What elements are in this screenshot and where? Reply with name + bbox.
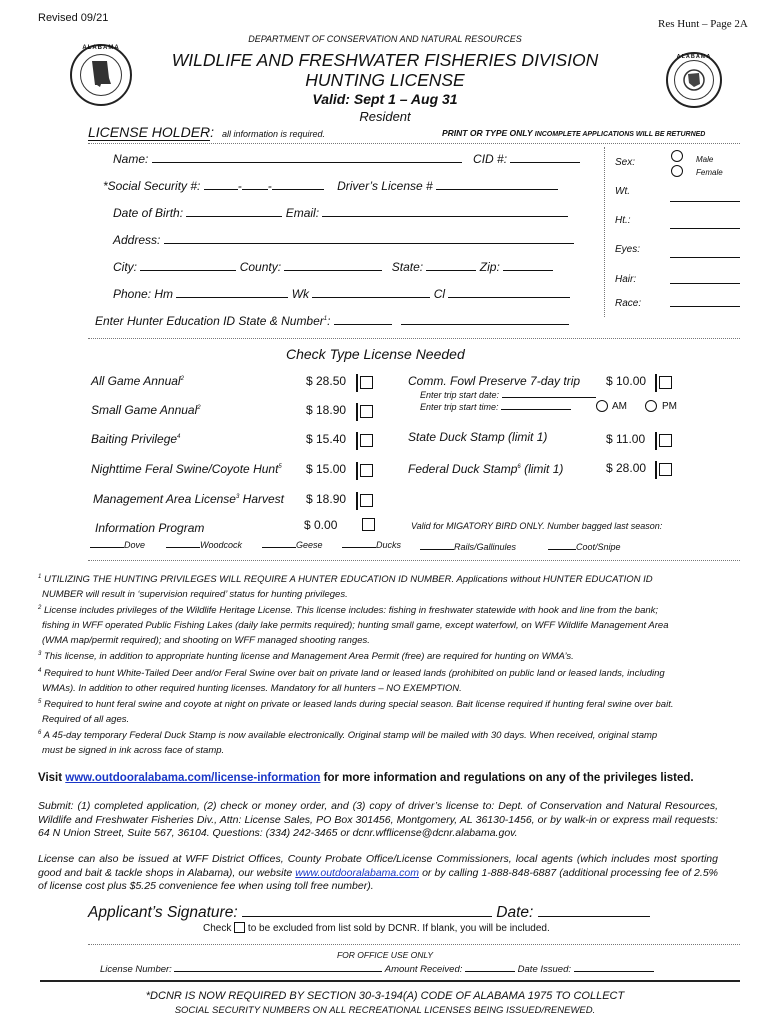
rails-label: Rails/Gallinules (454, 542, 517, 552)
phone-home-label: Phone: Hm (113, 287, 174, 301)
hunter-ed-number-field[interactable] (401, 324, 569, 325)
footnote-line: A 45-day temporary Federal Duck Stamp is now available electronically. Original stamp will be mailed with 30 days. When received, original stamp (43, 730, 658, 742)
license-federal-duck (408, 462, 563, 476)
footnote-number: 5 (38, 699, 42, 705)
sex-label: Sex: (615, 157, 636, 168)
office-license-number-label: License Number: (100, 964, 172, 975)
city-row (113, 260, 553, 274)
opt-out-row (203, 922, 550, 934)
ssn-row: *Social Security #: - - Driver’s License # (103, 179, 558, 193)
weight-label: Wt. (615, 186, 630, 197)
office-date-issued-label: Date Issued: (517, 964, 571, 975)
bird-geese (262, 540, 323, 550)
hunter-ed-label: Enter Hunter Education ID State & Number (95, 314, 324, 328)
male-radio[interactable] (671, 150, 683, 162)
hair-label: Hair: (615, 274, 637, 285)
office-use-row (100, 964, 654, 975)
footnote-ref: 4 (177, 434, 181, 440)
footnote-number: 6 (38, 730, 42, 736)
license-holder-title: LICENSE HOLDER (88, 124, 211, 140)
office-amount-field[interactable] (465, 971, 515, 972)
pm-radio[interactable] (645, 400, 657, 412)
cid-field[interactable] (510, 162, 580, 163)
name-label: Name: (113, 152, 149, 166)
left-seal-text: ALABAMA (82, 45, 120, 51)
county-label: County: (239, 260, 282, 274)
checkbox-federal-duck[interactable] (655, 461, 674, 479)
ssn-field-1[interactable] (204, 189, 238, 190)
right-seal-text: ALABAMA (676, 54, 712, 60)
license-info-link[interactable]: www.outdooralabama.com/license-information (65, 772, 321, 784)
footnote-6 (38, 726, 657, 758)
license-comm-fowl: Comm. Fowl Preserve 7-day trip (408, 374, 581, 388)
dob-label: Date of Birth: (113, 206, 184, 220)
bird-woodcock (166, 540, 242, 550)
section-divider (88, 338, 740, 339)
footnote-5 (38, 695, 673, 727)
female-label: Female (696, 168, 723, 177)
price-all-game: $ 28.50 (306, 374, 347, 388)
ssn-notice-line-1: *DCNR IS NOW REQUIRED BY SECTION 30-3-194(A) CODE OF ALABAMA 1975 TO COLLECT (145, 990, 625, 1002)
opt-out-text: to be excluded from list sold by DCNR. If blank, you will be included. (247, 923, 550, 934)
race-label: Race: (615, 298, 642, 309)
page-title: HUNTING LICENSE (305, 70, 465, 90)
license-feral-swine (91, 462, 282, 476)
license-management-area-harvest: Harvest (239, 492, 285, 506)
issue-info (38, 853, 718, 894)
footnote-number: 4 (38, 668, 42, 674)
female-radio[interactable] (671, 165, 683, 177)
woodcock-count-field[interactable] (166, 547, 200, 548)
woodcock-label: Woodcock (200, 540, 243, 550)
dove-label: Dove (124, 540, 146, 550)
footnote-ref: 2 (197, 405, 201, 411)
cid-label: CID #: (473, 152, 508, 166)
geese-count-field[interactable] (262, 547, 296, 548)
checkbox-management-area[interactable] (356, 492, 375, 510)
license-holder-heading (88, 124, 325, 141)
phone-work-label: Wk (291, 287, 310, 301)
license-small-game-label: Small Game Annual (91, 403, 198, 417)
bird-rails (420, 542, 516, 552)
visit-line (38, 772, 694, 784)
zip-field[interactable] (503, 270, 553, 271)
address-row (113, 233, 574, 247)
price-information-program: $ 0.00 (304, 518, 338, 532)
checkbox-comm-fowl[interactable] (655, 374, 674, 392)
issue-text-end: or by calling 1-888-848-6887 (additional processing fee of 2.5% of license cost plus $5.25 convenience fee when using toll free number). (38, 866, 718, 893)
license-federal-duck-limit: (limit 1) (520, 462, 564, 476)
checkbox-information-program[interactable] (362, 518, 375, 531)
footnote-line: Required to hunt White-Tailed Deer and/or Feral Swine over bait on private land or leased lands (prohibited on public land or leased lands, including (43, 668, 665, 680)
dob-row (113, 206, 568, 220)
pm-label: PM (662, 401, 677, 412)
issue-text: License can also be issued at WFF District Offices, County Probate Office/License Commissioners, local agents (which includes most sporting good and bait & tackle shops in Alabama), our website (38, 853, 718, 879)
office-amount-label: Amount Received: (384, 964, 463, 975)
office-date-issued-field[interactable] (574, 971, 654, 972)
weight-field[interactable] (670, 201, 740, 202)
price-baiting: $ 15.40 (306, 432, 347, 446)
state-field[interactable] (426, 270, 476, 271)
office-license-number-field[interactable] (174, 971, 382, 972)
ssn-field-2[interactable] (242, 189, 268, 190)
coot-label: Coot/Snipe (576, 542, 621, 552)
signature-field[interactable] (242, 916, 492, 917)
price-management-area: $ 18.90 (306, 492, 347, 506)
bird-coot (548, 542, 621, 552)
am-label: AM (612, 401, 627, 412)
footnote-line: UTILIZING THE HUNTING PRIVILEGES WILL REQUIRE A HUNTER EDUCATION ID NUMBER. Applications without HUNTER EDUCATION ID (43, 574, 653, 586)
footnote-line: License includes privileges of the Wildlife Heritage License. This license includes: fishing in freshwater statewide with hook and line from the bank; (43, 605, 659, 617)
footnote-number: 1 (38, 574, 42, 580)
phone-row (113, 287, 570, 301)
office-use-heading: FOR OFFICE USE ONLY (336, 950, 434, 960)
drivers-license-field[interactable] (436, 189, 558, 190)
license-management-area-label: Management Area License (93, 492, 236, 506)
bird-dove (90, 540, 145, 550)
incomplete-note: INCOMPLETE APPLICATIONS WILL BE RETURNED (534, 131, 706, 138)
signature-date-field[interactable] (538, 916, 650, 917)
trip-start-date-row (420, 390, 596, 400)
trip-start-time-field[interactable] (501, 409, 571, 410)
office-divider (88, 944, 740, 945)
height-label: Ht.: (615, 215, 631, 226)
trip-start-date-field[interactable] (502, 397, 596, 398)
phone-home-field[interactable] (176, 297, 288, 298)
sidebar-divider (604, 147, 605, 317)
footnote-ref: 2 (180, 376, 184, 382)
print-only-label: PRINT OR TYPE ONLY (442, 128, 533, 138)
footnotes-divider (88, 560, 740, 561)
price-comm-fowl: $ 10.00 (606, 374, 647, 388)
footnote-4 (38, 664, 665, 696)
hunter-ed-state-field[interactable] (334, 324, 392, 325)
email-label: Email: (285, 206, 320, 220)
eyes-label: Eyes: (615, 244, 641, 255)
footnote-3 (38, 647, 574, 664)
bird-ducks (342, 540, 401, 550)
required-note: all information is required. (221, 129, 325, 139)
checkbox-state-duck[interactable] (655, 432, 674, 450)
license-management-area (93, 492, 284, 506)
license-feral-swine-label: Nighttime Feral Swine/Coyote Hunt (91, 462, 279, 476)
opt-out-checkbox[interactable] (234, 922, 245, 933)
ducks-label: Ducks (376, 540, 402, 550)
footnote-line: Required of all ages. (42, 714, 130, 726)
price-state-duck: $ 11.00 (606, 432, 646, 446)
license-small-game (91, 403, 201, 417)
migratory-note: Valid for MIGATORY BIRD ONLY. Number bagged last season: (411, 521, 663, 531)
opt-out-label: Check (203, 923, 232, 934)
visit-suffix: for more information and regulations on any of the privileges listed. (320, 772, 694, 784)
phone-work-field[interactable] (312, 297, 430, 298)
phone-cell-label: Cl (433, 287, 446, 301)
license-baiting (91, 432, 180, 446)
county-field[interactable] (284, 270, 382, 271)
license-all-game (91, 374, 184, 388)
footnote-ref: 3 (235, 494, 240, 500)
checkbox-small-game[interactable] (356, 403, 375, 421)
am-radio[interactable] (596, 400, 608, 412)
name-row (113, 152, 580, 166)
drivers-license-label: Driver’s License # (337, 179, 433, 193)
zip-label: Zip: (479, 260, 500, 274)
signature-label: Applicant’s Signature: (88, 904, 238, 921)
license-federal-duck-label: Federal Duck Stamp (408, 462, 518, 476)
ssn-notice-line-2: SOCIAL SECURITY NUMBERS ON ALL RECREATIONAL LICENSES BEING ISSUED/RENEWED. (174, 1005, 596, 1016)
license-holder-colon: : (210, 124, 215, 140)
email-field[interactable] (322, 216, 568, 217)
visit-prefix: Visit (38, 772, 66, 784)
license-type-heading: Check Type License Needed (286, 346, 465, 362)
checkbox-all-game[interactable] (356, 374, 375, 392)
signature-date-label: Date: (496, 904, 534, 921)
page-reference: Res Hunt – Page 2A (658, 18, 748, 30)
ducks-count-field[interactable] (342, 547, 376, 548)
hair-field[interactable] (670, 283, 740, 284)
footnote-line: NUMBER will result in ‘supervision required’ status for hunting privileges. (42, 589, 348, 601)
trip-start-time-row (420, 402, 571, 412)
rails-count-field[interactable] (420, 549, 454, 550)
price-federal-duck: $ 28.00 (606, 461, 647, 475)
hunter-ed-colon: : (327, 314, 331, 328)
license-state-duck: State Duck Stamp (limit 1) (408, 430, 548, 444)
footnote-line: WMAs). In addition to other required hunting licenses. Mandatory for all hunters – NO EXEMPTION. (42, 683, 462, 695)
footnote-number: 2 (38, 605, 42, 611)
price-small-game: $ 18.90 (306, 403, 347, 417)
footnote-2 (38, 601, 669, 648)
ssn-label: *Social Security #: (103, 179, 201, 193)
city-label: City: (113, 260, 137, 274)
signature-row (88, 904, 650, 922)
footnote-line: Required to hunt feral swine and coyote at night on private or leased lands during special season. Bait license required if hunting feral swine over bait. (43, 699, 674, 711)
revised-date: Revised 09/21 (38, 12, 109, 24)
phone-cell-field[interactable] (448, 297, 570, 298)
footer-divider (40, 980, 740, 982)
footnote-line: This license, in addition to appropriate hunting license and Management Area Permit (free) are required for hunting on WMA’s. (43, 651, 574, 663)
footnote-line: (WMA map/permit required); and shooting on WFF managed shooting ranges. (42, 635, 370, 647)
name-field[interactable] (152, 162, 462, 163)
ssn-field-3[interactable] (272, 189, 324, 190)
footnote-1 (38, 570, 653, 602)
division-name: WILDLIFE AND FRESHWATER FISHERIES DIVISION (171, 50, 599, 70)
footnote-line: fishing in WFF operated Public Fishing Lakes (daily lake permits required); hunting small game, except waterfowl, on WFF Wildlife Management Area (42, 620, 669, 632)
coot-count-field[interactable] (548, 549, 576, 550)
submit-instructions: Submit: (1) completed application, (2) check or money order, and (3) copy of driver’s license to: Dept. of Conservation and Natural Resources, Wildlife and Freshwater Fisheries Div., Attn: License Sales, PO Box 301456, Montgomery, AL 36130-1456, or by walk-in or express mail requests: 64 N Union Street, Suite 567, 36104. Questions: (334) 242-3465 or dcnr.wfflicense@dcnr.alabama.gov. (38, 800, 718, 840)
department-name: DEPARTMENT OF CONSERVATION AND NATURAL RESOURCES (248, 34, 522, 44)
footnote-ref: 5 (278, 464, 282, 470)
trip-start-time-label: Enter trip start time: (420, 402, 499, 412)
dove-count-field[interactable] (90, 547, 124, 548)
trip-start-date-label: Enter trip start date: (420, 390, 500, 400)
footnote-ref: 6 (517, 464, 521, 470)
footnote-line: must be signed in ink across face of stamp. (42, 745, 225, 757)
address-label: Address: (113, 233, 161, 247)
height-field[interactable] (670, 228, 740, 229)
license-baiting-label: Baiting Privilege (91, 432, 178, 446)
resident-label: Resident (359, 109, 411, 124)
outdooralabama-link[interactable]: www.outdooralabama.com (295, 866, 420, 879)
price-feral-swine: $ 15.00 (306, 462, 347, 476)
state-label: State: (391, 260, 424, 274)
hunter-ed-footnote-ref: 1 (323, 316, 328, 322)
print-note (442, 128, 705, 138)
eyes-field[interactable] (670, 257, 740, 258)
license-all-game-label: All Game Annual (91, 374, 181, 388)
dob-field[interactable] (186, 216, 282, 217)
city-field[interactable] (140, 270, 236, 271)
address-field[interactable] (164, 243, 574, 244)
footnote-number: 3 (38, 651, 42, 657)
geese-label: Geese (296, 540, 323, 550)
header-divider (88, 143, 740, 144)
male-label: Male (696, 155, 714, 164)
checkbox-baiting[interactable] (356, 432, 375, 450)
race-field[interactable] (670, 306, 740, 307)
hunter-ed-row (95, 314, 569, 328)
validity-period: Valid: Sept 1 – Aug 31 (312, 91, 458, 107)
checkbox-feral-swine[interactable] (356, 462, 375, 480)
license-information-program: Information Program (95, 521, 205, 535)
